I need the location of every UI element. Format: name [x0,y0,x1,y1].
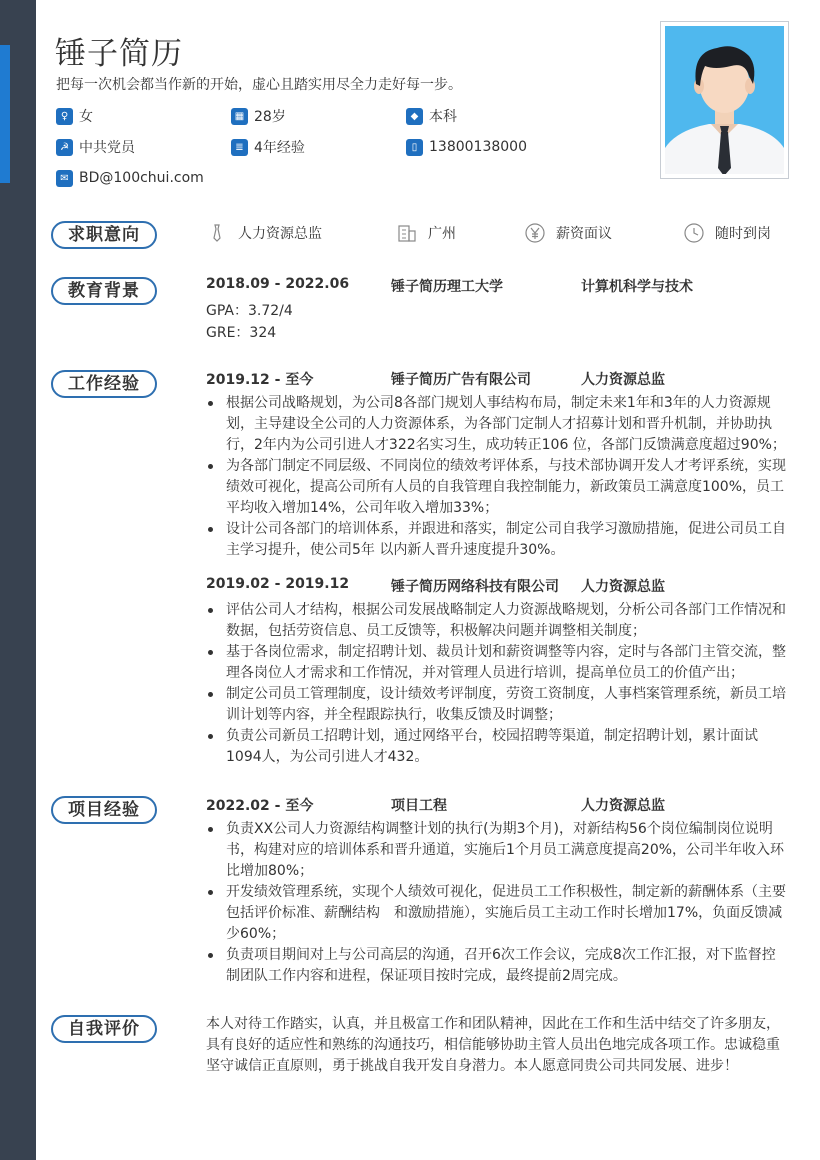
education-period: 2018.09 - 2022.06 [206,276,350,292]
project-period: 2022.02 - 至今 [206,798,314,814]
intent-position [206,222,322,244]
info-gender-value: 女 [79,109,93,125]
phone-icon: ▯ [406,139,423,156]
list-item: 负责公司新员工招聘计划，通过网络平台，校园招聘等渠道，制定招聘计划，累计面试1094人，为公司引进人才432。 [206,726,788,768]
info-age [231,106,286,126]
project-name: 项目工程 [391,798,447,814]
gender-icon: ♀ [56,108,73,125]
info-phone [406,137,527,157]
info-email [56,168,204,188]
calendar-icon: ▦ [231,108,248,125]
work-entry-2-role: 人力资源总监 [581,579,665,595]
education-major: 计算机科学与技术 [581,279,693,295]
list-item: 基于各岗位需求，制定招聘计划、裁员计划和薪资调整等内容，定时与各部门主管交流，整理各岗位人才需求和工作情况，并对管理人员进行培训，提高单位员工的价值产出； [206,642,788,684]
section-label-work: 工作经验 [51,370,157,398]
intent-salary-value: 薪资面议 [556,226,612,242]
info-email-value: BD@100chui.com [79,170,204,186]
sidebar-accent [0,45,10,183]
resume-name: 锤子简历 [55,36,183,72]
education-school: 锤子简历理工大学 [391,279,503,295]
work-entry-1-bullets [206,393,788,561]
education-gpa: GPA：3.72/4 [206,303,293,319]
info-political [56,137,135,157]
info-gender [56,106,93,126]
list-item: 负责项目期间对上与公司高层的沟通，召开6次工作会议，完成8次工作汇报，对下监督控制团队工作内容和进程，保证项目按时完成，最终提前2周完成。 [206,945,788,987]
self-evaluation-text: 本人对待工作踏实，认真，并且极富工作和团队精神，因此在工作和生活中结交了许多朋友，具有良好的适应性和熟练的沟通技巧，相信能够协助主管人员出色地完成各项工作。忠诚稳重坚守诚信正直原则，勇于挑战自我开发自身潜力。本人愿意同贵公司共同发展、进步！ [206,1016,780,1074]
list-item: 负责XX公司人力资源结构调整计划的执行(为期3个月)，对新结构56个岗位编制岗位说明书，构建对应的培训体系和晋升通道，实施后1个月员工满意度提高20%，公司半年收入环比增加80%； [206,819,788,882]
clock-icon [683,222,705,244]
tie-icon [206,222,228,244]
list-item: 开发绩效管理系统，实现个人绩效可视化，促进员工工作积极性，制定新的薪酬体系（主要包括评价标准、薪酬结构 和激励措施），实施后员工主动工作时长增加17%，负面反馈减少60%； [206,882,788,945]
info-degree-value: 本科 [429,109,457,125]
mail-icon: ✉ [56,170,73,187]
graduation-cap-icon: ◆ [406,108,423,125]
project-bullets [206,819,788,987]
party-emblem-icon: ☭ [56,139,73,156]
info-phone-value: 13800138000 [429,139,527,155]
list-item: 制定公司员工管理制度，设计绩效考评制度，劳资工资制度，人事档案管理系统，新员工培训计划等内容，并全程跟踪执行，收集反馈及时调整； [206,684,788,726]
work-entry-1-role: 人力资源总监 [581,372,665,388]
document-icon: ≣ [231,139,248,156]
resume-tagline: 把每一次机会都当作新的开始，虚心且踏实用尽全力走好每一步。 [56,77,462,93]
info-experience-value: 4年经验 [254,140,305,156]
work-entry-2-bullets [206,600,788,768]
list-item: 为各部门制定不同层级、不同岗位的绩效考评体系，与技术部协调开发人才考评系统，实现绩效可视化，提高公司所有人员的自我管理自我控制能力，新政策员工满意度100%，员工平均收入增加14%，公司年收入增加33%； [206,456,788,519]
work-entry-2-company: 锤子简历网络科技有限公司 [391,579,559,595]
section-label-intent: 求职意向 [51,221,157,249]
section-label-project: 项目经验 [51,796,157,824]
project-role: 人力资源总监 [581,798,665,814]
intent-city [396,222,456,244]
work-entry-1-period: 2019.12 - 至今 [206,372,314,388]
list-item: 设计公司各部门的培训体系，并跟进和落实，制定公司自我学习激励措施，促进公司员工自主学习提升，使公司5年 以内新人晋升速度提升30%。 [206,519,788,561]
work-entry-2-period: 2019.02 - 2019.12 [206,576,350,592]
profile-photo-frame [660,21,789,179]
info-political-value: 中共党员 [79,140,135,156]
intent-availability-value: 随时到岗 [715,226,771,242]
yen-coin-icon [524,222,546,244]
profile-avatar [665,26,784,174]
intent-position-value: 人力资源总监 [238,226,322,242]
intent-salary [524,222,612,244]
info-degree [406,106,457,126]
education-gre: GRE：324 [206,325,277,341]
info-experience [231,137,305,157]
intent-city-value: 广州 [428,226,456,242]
section-label-self: 自我评价 [51,1015,157,1043]
intent-availability [683,222,771,244]
list-item: 评估公司人才结构，根据公司发展战略制定人力资源战略规划，分析公司各部门工作情况和数据，包括劳资信息、员工反馈等，积极解决问题并调整相关制度； [206,600,788,642]
section-label-education: 教育背景 [51,277,157,305]
work-entry-1-company: 锤子简历广告有限公司 [391,372,531,388]
list-item: 根据公司战略规划，为公司8各部门规划人事结构布局，制定未来1年和3年的人力资源规划，主导建设全公司的人力资源体系，为各部门定制人才招募计划和晋升机制，并协助执行，2年内为公司引进人才322名实习生，成功转正106 位，各部门反馈满意度超过90%； [206,393,788,456]
info-age-value: 28岁 [254,109,286,125]
building-icon [396,222,418,244]
